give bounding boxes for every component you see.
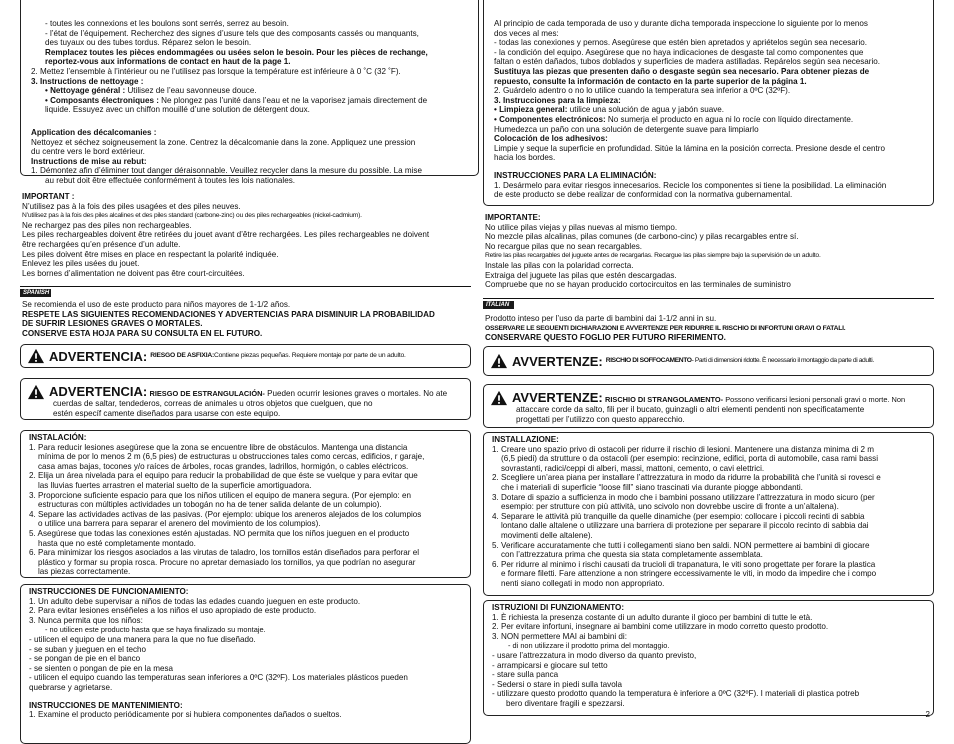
installation-list — [29, 443, 462, 577]
text-line: bero diventare fragili e spezzarsi. — [506, 698, 625, 708]
operation-box — [20, 584, 471, 744]
es-maintenance-box — [483, 0, 934, 206]
text-line: 1. È richiesta la presenza costante di un adulto durante il gioco per bambini di tutte le età. — [492, 612, 813, 622]
text-line: Utilisez de l’eau savonneuse douce. — [125, 86, 257, 96]
list-item: esempio: per strutture con più attività, uno scivolo non dovrebbe uscire di fronte a un’altalena). — [492, 502, 839, 512]
text-line: - stare sulla panca — [492, 670, 559, 680]
language-tag: ITALIAN — [483, 301, 514, 309]
text-line: CONSERVARE QUESTO FOGLIO PER FUTURO RIFERIMENTO. — [485, 333, 726, 343]
it-intro-block — [485, 314, 936, 343]
text-line: OSSERVARE LE SEGUENTI DICHIARAZIONI E AVVERTENZE PER RIDURRE IL RISCHIO DI INFORTUNI GRAVI O FATALI. — [485, 324, 846, 332]
list-item: estructuras con múltiples actividades un tobogán no ha de tener salida delante de un columpio). — [29, 500, 382, 510]
list-item: lontano dalle altalene o utilizzare una barriera di protezione per separare il piccolo recinto di sabbia dai — [492, 521, 869, 531]
warning-text: progettati per l’utilizzo con questo apparecchio. — [516, 414, 685, 424]
text-line: Retire las pilas recargables del juguete antes de recargarlas. Recargue las pilas siempre bajo la supervisión de un adulto. — [485, 252, 821, 260]
text-line: - usare l’attrezzatura in modo diverso da quanto previsto, — [492, 650, 697, 660]
warning-icon — [27, 348, 45, 364]
operation-box — [483, 600, 934, 716]
list-item: 6. Para minimizar los riesgos asociados a las virutas de taladro, los tornillos están diseñados para perforar el — [29, 548, 420, 558]
warning-subtitle: RISCHIO DI SOFFOCAMENTO — [605, 357, 692, 365]
text-line: 3. Instructions de nettoyage : — [31, 76, 144, 86]
section-heading: IMPORTANT : — [22, 192, 75, 201]
list-item: 2. Scegliere un’area piana per installare l’attrezzatura in modo da ridurre la probabilità che l’unità si rovesci e — [492, 473, 881, 483]
text-line: No recargue pilas que no sean recargables. — [485, 241, 643, 251]
text-label: • Composants électroniques : — [45, 95, 159, 105]
list-item: 5. Asegúrese que todas las conexiones estén ajustadas. NO permita que los niños jueguen en el producto — [29, 528, 410, 538]
warning-subtitle: RISCHIO DI STRANGOLAMENTO- — [605, 395, 724, 404]
text-line: hacia los bordes. — [494, 153, 556, 163]
text-line: des tuyaux ou des tubes tordus. Réparez selon le besoin. — [45, 38, 252, 48]
text-line: 3. Nunca permita que los niños: — [29, 615, 143, 625]
text-line: - todas las conexiones y pernos. Asegúrese que estén bien apretados y apriételos según sea necesario. — [494, 38, 867, 48]
warning-icon — [27, 384, 45, 400]
text-line: être rechargées qu’en présence d’un adulte. — [22, 239, 181, 249]
list-item: 3. Dotare di spazio a sufficienza in modo che i bambini possano utilizzare l’attrezzatura in modo sicuro (per — [492, 492, 875, 502]
list-item: 5. Verificare accuratamente che tutti i collegamenti siano ben saldi. NON permettere ai bambini di giocare — [492, 540, 870, 550]
text-line: DE SUFRIR LESIONES GRAVES O MORTALES. — [22, 319, 203, 329]
text-line: Les piles doivent être mises en place en respectant la polarité indiquée. — [22, 249, 279, 259]
text-line: de este producto se debe realizar de conformidad con la normativa gubernamental. — [494, 190, 793, 200]
list-item: (6,5 piedi) da strutture o da ostacoli (per esempio: recinzione, edifici, porta di automobile, casa rami bassi — [492, 454, 878, 464]
list-item: movimenti delle altalene). — [492, 530, 593, 540]
text-line: liquide. Essuyez avec un chiffon mouillé d’une solution de détergent doux. — [45, 105, 310, 115]
strangulation-warning-box — [20, 378, 471, 420]
section-heading: Instructions de mise au rebut: — [31, 156, 147, 166]
text-line: Nettoyez et séchez soigneusement la zone. Centrez la décalcomanie dans la zone. Appliquez une pression — [31, 137, 416, 147]
page-number: 2 — [925, 710, 930, 719]
list-item: e formare filetti. Fare attenzione a non stringere eccessivamente le viti, in modo da impedire che i compo — [492, 569, 877, 579]
text-label: • Limpieza general: — [494, 105, 568, 115]
text-line: - utilicen el equipo cuando las temperaturas sean inferiores a 0ºC (32ºF). Los materiales plásticos pueden — [29, 673, 408, 683]
text-line: - di non utilizzare il prodotto prima del montaggio. — [508, 641, 670, 651]
text-line: 3. Instrucciones para la limpieza: — [494, 95, 621, 105]
list-item: las lluvias fuertes arrastren el material suelto de la superficie amortiguadora. — [29, 480, 312, 490]
warning-text: estén específ camente diseñados para usarse con este equipo. — [53, 408, 281, 418]
text-line: du centre vers le bord extérieur. — [31, 147, 145, 157]
text-line: Sustituya las piezas que presenten daño o desgaste según sea necesario. Para obtener piezas de — [494, 66, 870, 76]
warning-title: ADVERTENCIA: — [49, 348, 148, 364]
text-line: 1. Démontez afin d’éliminer tout danger déraisonnable. Veuillez recycler dans la mesure du possible. La mise — [31, 166, 422, 176]
list-item: las piezas correctamente. — [29, 567, 131, 577]
fr-maintenance-box — [20, 0, 479, 185]
text-line: - arrampicarsi e giocare sul tetto — [492, 660, 608, 670]
text-line: repuesto, consulte la información de contacto en la parte superior de la página 1. — [494, 76, 807, 86]
section-heading: INSTALACIÓN: — [29, 433, 87, 442]
section-heading: IMPORTANTE: — [485, 213, 541, 222]
warning-text: cuerdas de saltar, tendederos, correas de animales u otros objetos que cuelguen, que no — [53, 399, 373, 408]
list-item: hasta que no esté completamente montado. — [29, 538, 196, 548]
text-line: 1. Examine el producto periódicamente por si hubiera componentes dañados o sueltos. — [29, 710, 342, 720]
section-heading: INSTRUCCIONES DE MANTENIMIENTO: — [29, 700, 183, 710]
installation-list — [492, 445, 925, 589]
text-line: Les bornes d’alimentation ne doivent pas être court-circuitées. — [22, 268, 245, 278]
list-item: 1. Para reducir lesiones asegúrese que la zona se encuentre libre de obstáculos. Mantenga una distancia — [29, 442, 408, 452]
list-item: 4. Separe las actividades activas de las pasivas. (Por ejemplo: ubique los areneros alejados de los columpios — [29, 509, 422, 519]
list-item: plástico y formar su propia rosca. Procure no apretar demasiado los tornillos, ya que podrían no asegurar — [29, 557, 416, 567]
list-item: che i materiali di superficie “loose fill” siano trascinati via durante piogge abbondanti. — [492, 482, 803, 492]
section-heading: INSTRUCCIONES PARA LA ELIMINACIÓN: — [494, 170, 657, 180]
strangulation-warning-box — [483, 384, 934, 428]
list-item: o utilice una barrera para separar el arenero del movimiento de los columpios). — [29, 519, 321, 529]
text-line: Remplacez toutes les pièces endommagées ou usées selon le besoin. Pour les pièces de rechange, — [45, 47, 428, 57]
text-line: Humedezca un paño con una solución de detergente suave para limpiarlo — [494, 124, 759, 134]
list-item: casa amas bajas, tocones y/o raíces de árboles, rocas grandes, ladrillos, hormigón, o cables eléctricos. — [29, 461, 409, 471]
text-line: - se pongan de pie en el banco — [29, 654, 141, 664]
list-item: 2. Elija un área nivelada para el equipo para reducir la probabilidad de que éste se vuelque y para evitar que — [29, 471, 418, 481]
warning-subtitle: RIESGO DE ASFIXIA: — [150, 352, 215, 360]
text-line: Se recomienda el uso de este producto para niños mayores de 1-1/2 años. — [22, 300, 291, 309]
choking-warning-box — [20, 344, 471, 368]
warning-text: Possono verificarsi lesioni personali gravi o morte. Non — [723, 395, 906, 404]
es-intro-block — [22, 300, 478, 338]
warning-title: ADVERTENCIA: — [49, 384, 148, 399]
text-line: Ne plongez pas l’unité dans l’eau et ne la vaporisez jamais directement de — [158, 95, 428, 105]
text-line: No sumerja el producto en agua ni lo rocíe con líquido directamente. — [605, 114, 854, 124]
list-item: 4. Separare le attività più tranquille da quelle dinamiche (per esempio: collocare i piccoli recinti di sabbia — [492, 511, 865, 521]
text-line: 2. Para evitar lesiones enséñeles a los niños el uso apropiado de este producto. — [29, 606, 317, 616]
section-divider — [20, 286, 471, 297]
warning-text: attaccare corde da salto, fili per il bucato, guinzagli o altri elementi pendenti non specificatamente — [516, 405, 865, 414]
text-line: au rebut doit être effectuée conformément à toutes les lois nationales. — [45, 175, 296, 185]
text-line: - utilizzare questo prodotto quando la temperatura è inferiore a 0ºC (32ºF). I materiali di plastica potreb — [492, 689, 860, 699]
list-item: 3. Proporcione suficiente espacio para que los niños utilicen el equipo de manera segura. (Por ejemplo: en — [29, 490, 411, 500]
text-line: quebrarse y agrietarse. — [29, 682, 113, 692]
warning-text: Contiene piezas pequeñas. Requiere montaje por parte de un adulto. — [214, 352, 406, 360]
text-line: - se sienten o pongan de pie en la mesa — [29, 663, 173, 673]
text-line: No mezcle pilas alcalinas, pilas comunes (de carbono-cinc) y pilas recargables entre sí. — [485, 232, 799, 242]
installation-box — [20, 430, 471, 578]
text-line: Compruebe que no se hayan producido cortocircuitos en las terminales de suministro — [485, 280, 791, 290]
text-line: Enlevez les piles usées du jouet. — [22, 259, 140, 269]
text-line: 2. Mettez l’ensemble à l’intérieur ou ne l’utilisez pas lorsque la température est inférieure à 0 ˚C (32 ˚F). — [31, 66, 401, 76]
text-line: - se suban y jueguen en el techo — [29, 644, 146, 654]
text-line: 1. Un adulto debe supervisar a niños de todas las edades cuando jueguen en este producto. — [29, 596, 361, 606]
warning-text: - Parti di dimensioni ridotte. È necessario il montaggio da parte di adulti. — [691, 357, 874, 365]
choking-warning-box — [483, 346, 934, 376]
list-item: mínima de por lo menos 2 m (6,5 pies) de estructuras u obstrucciones tales como cercas, edificios, r garaje, — [29, 452, 425, 462]
fr-important-block — [22, 192, 478, 278]
text-label: • Componentes electrónicos: — [494, 114, 606, 124]
text-line: 3. NON permettere MAI ai bambini di: — [492, 631, 627, 641]
list-item: nenti siano collegati in modo non appropriato. — [492, 578, 665, 588]
text-line: Instale las pilas con la polaridad correcta. — [485, 260, 634, 270]
list-item: 6. Per ridurre al minimo i rischi causati da trucioli di trapanatura, le viti sono progettate per forare la plastica — [492, 559, 876, 569]
text-line: - Sedersi o stare in piedi sulla tavola — [492, 679, 623, 689]
text-line: 2. Guárdelo adentro o no lo utilice cuando la temperatura sea inferior a 0ºC (32ºF). — [494, 86, 791, 96]
section-heading: Application des décalcomanies : — [31, 127, 157, 137]
warning-subtitle: RIESGO DE ESTRANGULACIÓN- — [149, 389, 265, 398]
section-heading: ISTRUZIONI DI FUNZIONAMENTO: — [492, 603, 625, 612]
installation-box — [483, 432, 934, 596]
section-heading: Colocación de los adhesivos: — [494, 134, 608, 144]
es-important-block — [485, 213, 936, 290]
warning-icon — [490, 390, 508, 406]
text-line: Al principio de cada temporada de uso y durante dicha temporada inspeccione lo siguiente por lo menos — [494, 19, 868, 28]
text-line: - utilicen el equipo de una manera para la que no fue diseñado. — [29, 634, 256, 644]
warning-title: AVVERTENZE: — [512, 353, 603, 369]
warning-title: AVVERTENZE: — [512, 390, 603, 405]
language-tag: SPANISH — [20, 289, 51, 297]
text-line: utilice una solución de agua y jabón suave. — [567, 105, 725, 115]
text-line: - no utilicen este producto hasta que se haya finalizado su montaje. — [45, 625, 266, 635]
text-line: Ne rechargez pas des piles non rechargeables. — [22, 220, 192, 230]
text-line: Les piles rechargeables doivent être retirées du jouet avant d’être rechargées. Les piles rechargeables ne doivent — [22, 230, 430, 240]
text-line: - toutes les connexions et les boulons sont serrés, serrez au besoin. — [45, 19, 289, 28]
text-line: - l’état de l’équipement. Recherchez des signes d’usure tels que des composants cassés ou manquants, — [45, 28, 419, 38]
text-line: - la condición del equipo. Asegúrese que no haya indicaciones de desgaste tal como componentes que — [494, 47, 864, 57]
text-line: 1. Desármelo para evitar riesgos innecesarios. Recicle los componentes si tiene la posibilidad. La eliminación — [494, 180, 887, 190]
text-line: CONSERVE ESTA HOJA PARA SU CONSULTA EN EL FUTURO. — [22, 328, 263, 338]
text-label: • Nettoyage général : — [45, 86, 126, 96]
text-line: dos veces al mes: — [494, 28, 559, 38]
text-line: Extraiga del juguete las pilas que estén descargadas. — [485, 270, 677, 280]
warning-text: Pueden ocurrir lesiones graves o mortales. No ate — [264, 389, 448, 398]
section-heading: INSTALLAZIONE: — [492, 435, 559, 444]
text-line: No utilice pilas viejas y pilas nuevas al mismo tiempo. — [485, 222, 678, 232]
text-line: 2. Per evitare infortuni, insegnare ai bambini come utilizzare in modo corretto questo prodotto. — [492, 622, 829, 632]
text-line: N’utilisez pas à la fois des piles alcalines et des piles standard (carbone-zinc) ou des piles rechargeables (nickel-cadmium). — [22, 212, 362, 220]
list-item: con l’attrezzatura prima che questa sia stata completamente assemblata. — [492, 550, 763, 560]
text-line: Prodotto inteso per l’uso da parte di bambini dai 1-1/2 anni in su. — [485, 314, 717, 323]
text-line: N’utilisez pas à la fois des piles usagées et des piles neuves. — [22, 201, 241, 211]
warning-icon — [490, 353, 508, 369]
list-item: sovrastanti, radici/ceppi di alberi, massi, mattoni, cemento, o cavi elettrici. — [492, 463, 765, 473]
text-line: Limpie y seque la superficie en profundidad. Sitúe la lámina en la posición correcta. Presione desde el centro — [494, 143, 885, 153]
list-item: 1. Creare uno spazio privo di ostacoli per ridurre il rischio di lesioni. Mantenere una distanza minima di 2 m — [492, 444, 874, 454]
section-heading: INSTRUCCIONES DE FUNCIONAMIENTO: — [29, 587, 189, 596]
text-line: RESPETE LAS SIGUIENTES RECOMENDACIONES Y ADVERTENCIAS PARA DISMINUIR LA PROBABILIDAD — [22, 309, 435, 319]
text-line: faltan o estén dañados, tubos doblados y superficies de madera astilladas. Repárelos según sea necesario. — [494, 57, 881, 67]
text-line: reportez-vous aux informations de contact en haut de la page 1. — [45, 57, 291, 67]
section-divider — [483, 298, 934, 309]
